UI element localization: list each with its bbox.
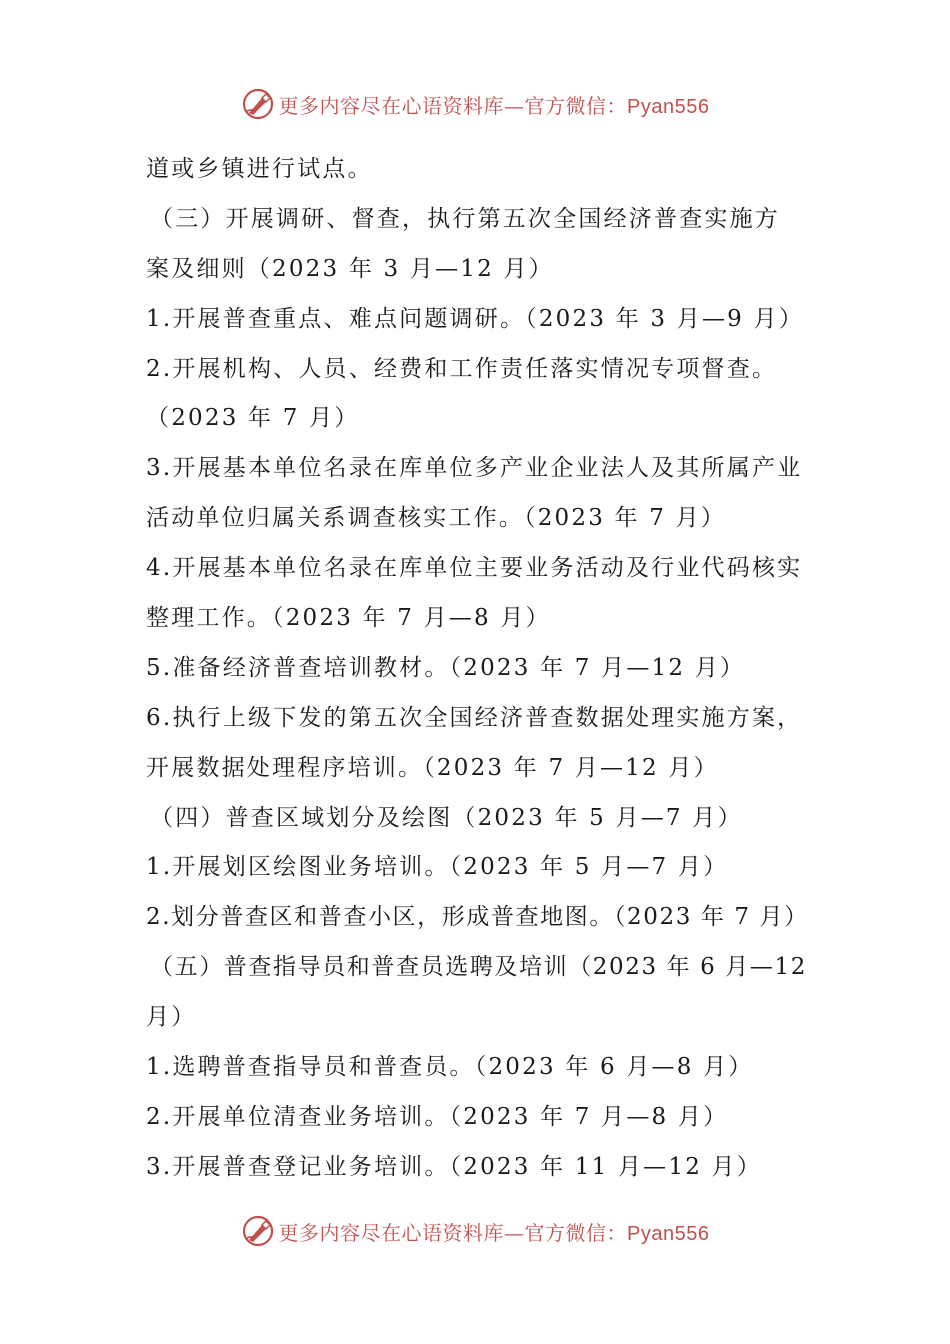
text-line: 活动单位归属关系调查核实工作。（2023 年 7 月） xyxy=(146,505,726,532)
list-item: 2.划分普查区和普查小区，形成普查地图。（2023 年 7 月） xyxy=(146,904,809,931)
pen-logo-icon xyxy=(241,1214,275,1248)
list-item: 3.开展普查登记业务培训。（2023 年 11 月—12 月） xyxy=(146,1153,762,1180)
section-heading: （四）普查区域划分及绘图（2023 年 5 月—7 月） xyxy=(150,804,743,831)
list-item: 5.准备经济普查培训教材。（2023 年 7 月—12 月） xyxy=(146,654,746,681)
section-heading: （五）普查指导员和普查员选聘及培训（2023 年 6 月—12 xyxy=(150,954,807,981)
pen-logo-icon xyxy=(241,87,275,121)
watermark-wechat-id: Pyan556 xyxy=(627,1222,710,1245)
document-body xyxy=(146,145,810,1193)
watermark-text: 更多内容尽在心语资料库—官方微信： xyxy=(278,93,628,118)
text-line: 开展数据处理程序培训。（2023 年 7 月—12 月） xyxy=(146,754,719,781)
text-line: 道或乡镇进行试点。 xyxy=(146,156,373,182)
list-item: 2.开展单位清查业务培训。（2023 年 7 月—8 月） xyxy=(146,1103,729,1130)
text-line: 月） xyxy=(146,1004,197,1031)
text-line: （2023 年 7 月） xyxy=(146,405,360,432)
watermark-text: 更多内容尽在心语资料库—官方微信： xyxy=(278,1220,628,1245)
list-item: 6.执行上级下发的第五次全国经济普查数据处理实施方案， xyxy=(146,704,803,731)
watermark-header xyxy=(0,84,950,124)
list-item: 1.选聘普查指导员和普查员。（2023 年 6 月—8 月） xyxy=(146,1054,754,1081)
text-line: 案及细则（2023 年 3 月—12 月） xyxy=(146,255,554,282)
list-item: 1.开展划区绘图业务培训。（2023 年 5 月—7 月） xyxy=(146,854,729,881)
list-item: 3.开展基本单位名录在库单位多产业企业法人及其所属产业 xyxy=(146,455,803,482)
text-line: 整理工作。（2023 年 7 月—8 月） xyxy=(146,605,551,632)
section-heading: （三）开展调研、督查，执行第五次全国经济普查实施方 xyxy=(150,205,780,232)
list-item: 2.开展机构、人员、经费和工作责任落实情况专项督查。 xyxy=(146,355,778,382)
watermark-wechat-id: Pyan556 xyxy=(627,95,710,118)
watermark-footer xyxy=(0,1211,950,1251)
list-item: 4.开展基本单位名录在库单位主要业务活动及行业代码核实 xyxy=(146,555,803,582)
list-item: 1.开展普查重点、难点问题调研。（2023 年 3 月—9 月） xyxy=(146,305,804,332)
